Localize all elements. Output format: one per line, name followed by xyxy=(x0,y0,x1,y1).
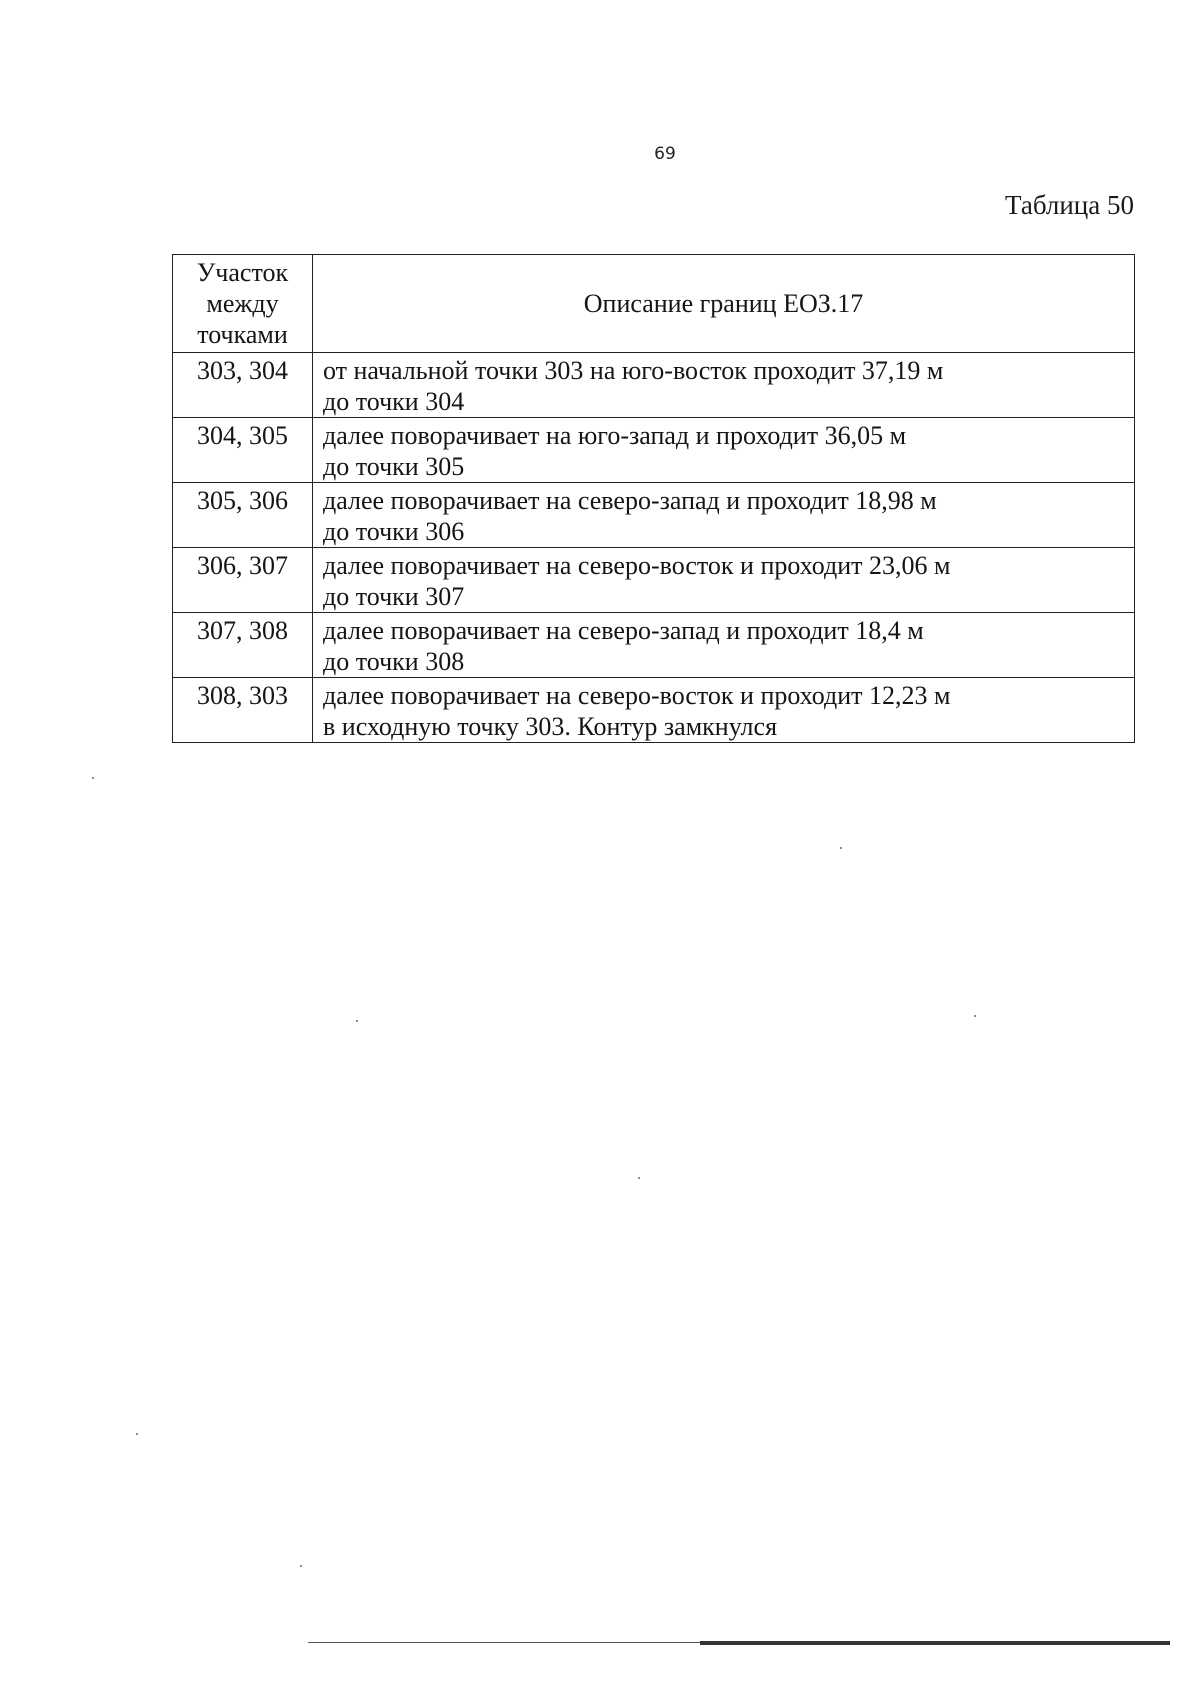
scan-speck xyxy=(974,1015,976,1017)
row-points: 303, 304 xyxy=(173,353,313,418)
scan-speck xyxy=(638,1177,640,1179)
row-description xyxy=(313,678,1135,743)
table-row xyxy=(173,418,1135,483)
header-points-line: между xyxy=(206,289,279,318)
table-row xyxy=(173,353,1135,418)
row-description-line: далее поворачивает на северо-восток и проходит 23,06 м xyxy=(323,551,951,580)
scan-speck xyxy=(300,1565,302,1567)
scan-speck xyxy=(356,1020,358,1022)
header-points-line: точками xyxy=(197,320,288,349)
header-points xyxy=(173,255,313,353)
row-description-line: до точки 306 xyxy=(323,517,465,546)
page-number: 69 xyxy=(654,144,676,164)
header-description: Описание границ ЕОЗ.17 xyxy=(313,255,1135,353)
bottom-rule-heavy xyxy=(700,1641,1170,1645)
row-description xyxy=(313,548,1135,613)
table-row xyxy=(173,483,1135,548)
table-caption: Таблица 50 xyxy=(1005,190,1134,220)
boundary-description-table xyxy=(172,254,1135,743)
row-description-line: далее поворачивает на северо-запад и проходит 18,98 м xyxy=(323,486,937,515)
row-description xyxy=(313,613,1135,678)
header-points-line: Участок xyxy=(196,258,289,287)
row-description-line: далее поворачивает на юго-запад и проходит 36,05 м xyxy=(323,421,907,450)
row-description-line: до точки 305 xyxy=(323,452,465,481)
row-description xyxy=(313,483,1135,548)
row-description xyxy=(313,353,1135,418)
row-description-line: до точки 307 xyxy=(323,582,465,611)
row-description-line: до точки 304 xyxy=(323,387,465,416)
row-description xyxy=(313,418,1135,483)
table-row xyxy=(173,678,1135,743)
row-description-line: в исходную точку 303. Контур замкнулся xyxy=(323,712,778,741)
row-points: 308, 303 xyxy=(173,678,313,743)
table-row xyxy=(173,613,1135,678)
row-description-line: до точки 308 xyxy=(323,647,465,676)
table-header-row xyxy=(173,255,1135,353)
scan-speck xyxy=(840,847,842,849)
row-description-line: от начальной точки 303 на юго-восток проходит 37,19 м xyxy=(323,356,944,385)
row-points: 304, 305 xyxy=(173,418,313,483)
scan-speck xyxy=(92,777,94,779)
row-points: 305, 306 xyxy=(173,483,313,548)
row-points: 306, 307 xyxy=(173,548,313,613)
row-description-line: далее поворачивает на северо-запад и проходит 18,4 м xyxy=(323,616,924,645)
row-description-line: далее поворачивает на северо-восток и проходит 12,23 м xyxy=(323,681,951,710)
row-points: 307, 308 xyxy=(173,613,313,678)
table-row xyxy=(173,548,1135,613)
scan-speck xyxy=(136,1433,138,1435)
